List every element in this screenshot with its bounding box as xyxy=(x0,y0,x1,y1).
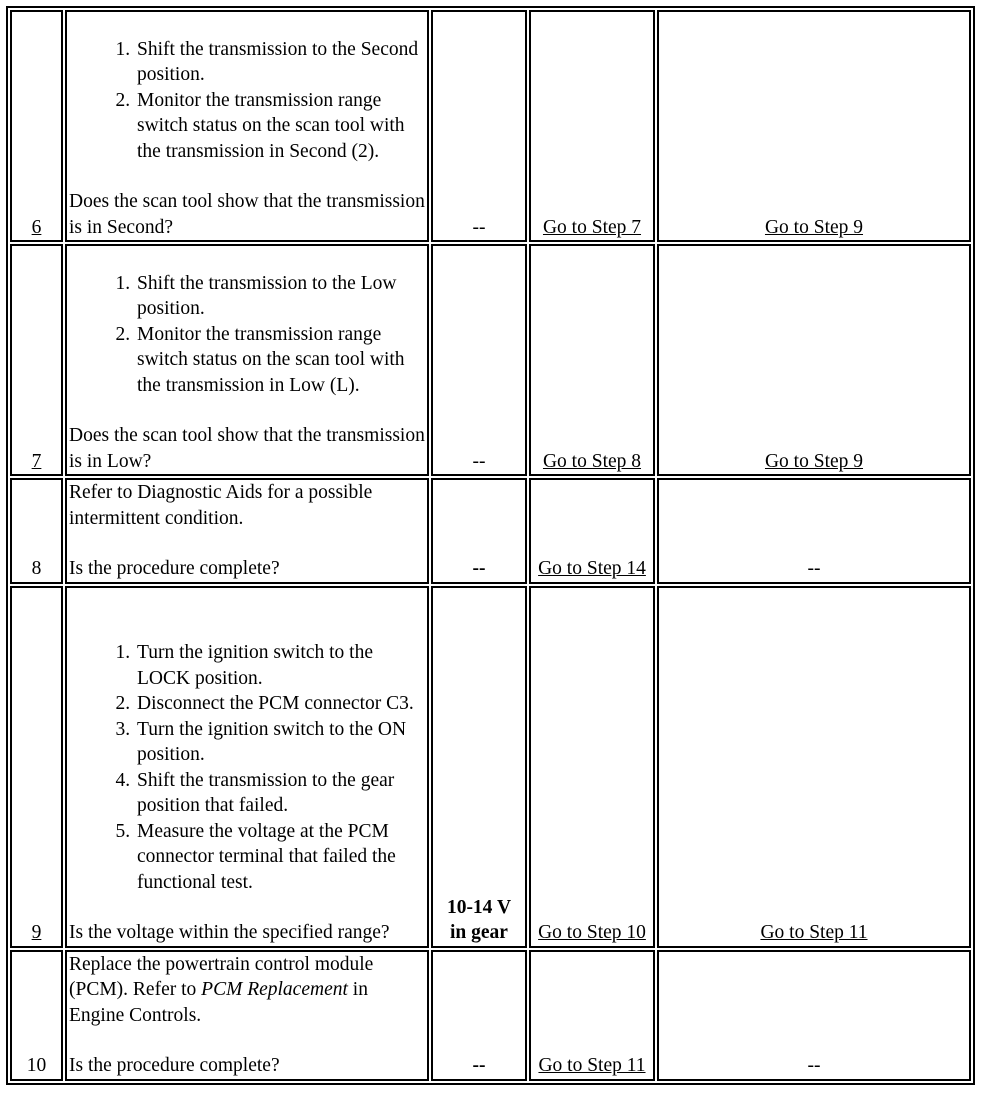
value-line-1: 10-14 V xyxy=(446,896,512,918)
action-item: 5. Measure the voltage at the PCM connector terminal that failed the functional test. xyxy=(135,819,425,896)
value-cell xyxy=(431,950,527,1081)
value-cell xyxy=(431,244,527,476)
value-cell xyxy=(431,478,527,584)
step-number-cell xyxy=(10,478,63,584)
no-link[interactable]: Go to Step 11 xyxy=(760,922,868,943)
table-row xyxy=(10,586,971,948)
question-text: Does the scan tool show that the transmission is in Second? xyxy=(69,191,425,238)
yes-link[interactable]: Go to Step 11 xyxy=(538,1055,646,1076)
action-item: 1. Shift the transmission to the Low position. xyxy=(135,271,425,322)
no-link[interactable]: Go to Step 9 xyxy=(764,216,864,238)
pcm-replacement-reference: PCM Replacement xyxy=(201,979,348,1000)
yes-cell xyxy=(529,10,655,242)
value-text: -- xyxy=(472,1055,486,1076)
value-text: -- xyxy=(472,450,486,472)
action-item: 2. Disconnect the PCM connector C3. xyxy=(135,691,425,717)
yes-cell xyxy=(529,244,655,476)
action-list xyxy=(69,640,425,895)
table-row xyxy=(10,10,971,242)
action-list xyxy=(69,271,425,399)
yes-link[interactable]: Go to Step 14 xyxy=(538,558,646,579)
step-number-link[interactable]: 6 xyxy=(31,216,42,238)
action-cell xyxy=(65,586,429,948)
yes-cell xyxy=(529,586,655,948)
yes-link[interactable]: Go to Step 8 xyxy=(542,450,642,472)
step-number-cell xyxy=(10,950,63,1081)
question-text: Is the procedure complete? xyxy=(69,558,280,579)
step-number: 10 xyxy=(26,1055,47,1076)
intro-text: Refer to Diagnostic Aids for a possible intermittent condition. xyxy=(69,482,373,529)
step-number-cell xyxy=(10,586,63,948)
no-cell xyxy=(657,586,971,948)
value-line-2: in gear xyxy=(450,922,508,943)
intro-text xyxy=(69,952,425,1029)
yes-link[interactable]: Go to Step 7 xyxy=(542,216,642,238)
value-cell xyxy=(431,10,527,242)
step-number-cell xyxy=(10,10,63,242)
step-number-cell xyxy=(10,244,63,476)
yes-cell xyxy=(529,950,655,1081)
question-text: Is the procedure complete? xyxy=(69,1055,280,1076)
table-row xyxy=(10,244,971,476)
intro-before: Replace the powertrain control module (PCM). Refer to xyxy=(69,953,374,1000)
action-cell xyxy=(65,950,429,1081)
no-cell xyxy=(657,10,971,242)
action-item: 2. Monitor the transmission range switch status on the scan tool with the transmission in Low (L). xyxy=(135,322,425,399)
no-cell xyxy=(657,478,971,584)
value-cell xyxy=(431,586,527,948)
no-cell xyxy=(657,244,971,476)
no-link[interactable]: Go to Step 9 xyxy=(764,450,864,472)
no-text: -- xyxy=(807,1055,821,1076)
no-cell xyxy=(657,950,971,1081)
step-number-link[interactable]: 9 xyxy=(31,922,42,943)
action-item: 2. Monitor the transmission range switch status on the scan tool with the transmission in Second (2). xyxy=(135,88,425,165)
no-text: -- xyxy=(807,558,821,579)
question-text: Is the voltage within the specified range? xyxy=(69,922,390,943)
yes-link[interactable]: Go to Step 10 xyxy=(538,922,646,943)
action-cell xyxy=(65,10,429,242)
question-text: Does the scan tool show that the transmission is in Low? xyxy=(69,425,425,472)
action-item: 4. Shift the transmission to the gear position that failed. xyxy=(135,768,425,819)
table-row xyxy=(10,950,971,1081)
action-item: 1. Turn the ignition switch to the LOCK position. xyxy=(135,640,425,691)
step-number: 8 xyxy=(31,558,42,579)
action-cell xyxy=(65,478,429,584)
action-list xyxy=(69,37,425,165)
action-item: 1. Shift the transmission to the Second position. xyxy=(135,37,425,88)
step-number-link[interactable]: 7 xyxy=(31,450,42,472)
diagnostic-steps-table xyxy=(6,6,975,1085)
diagnostic-table-container xyxy=(6,6,975,1085)
action-cell xyxy=(65,244,429,476)
value-text: -- xyxy=(472,216,486,238)
intro-after: in Engine Controls. xyxy=(69,979,368,1026)
value-text: -- xyxy=(472,558,486,579)
yes-cell xyxy=(529,478,655,584)
action-item: 3. Turn the ignition switch to the ON position. xyxy=(135,717,425,768)
table-row xyxy=(10,478,971,584)
